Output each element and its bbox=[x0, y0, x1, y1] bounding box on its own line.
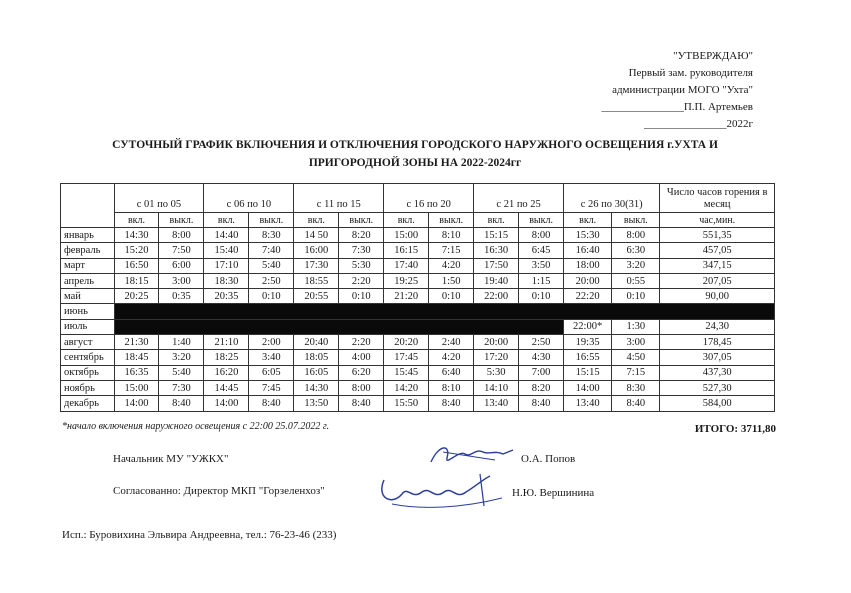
off-time-cell: 7:00 bbox=[519, 365, 564, 380]
hours-cell: 347,15 bbox=[660, 258, 775, 273]
off-time-cell: 7:15 bbox=[429, 243, 474, 258]
off-time-cell: 7:30 bbox=[339, 243, 384, 258]
on-time-cell: 21:10 bbox=[204, 335, 249, 350]
on-time-cell: 13:40 bbox=[564, 396, 612, 411]
off-time-cell: 3:40 bbox=[249, 350, 294, 365]
off-time-cell: 0:10 bbox=[612, 289, 660, 304]
on-time-cell: 20:00 bbox=[474, 335, 519, 350]
off-time-cell: 4:20 bbox=[429, 350, 474, 365]
approval-block bbox=[601, 48, 753, 133]
period-header: с 01 по 05 bbox=[114, 184, 204, 213]
on-time-cell: 14:30 bbox=[294, 380, 339, 395]
off-time-cell: 0:10 bbox=[429, 289, 474, 304]
on-time-cell: 22:00 bbox=[474, 289, 519, 304]
on-time-cell: 16:55 bbox=[564, 350, 612, 365]
off-time-cell: 8:40 bbox=[249, 396, 294, 411]
off-time-cell: 2:00 bbox=[249, 335, 294, 350]
off-time-cell: 2:40 bbox=[429, 335, 474, 350]
off-label: выкл. bbox=[249, 213, 294, 228]
on-time-cell: 13:40 bbox=[474, 396, 519, 411]
on-time-cell: 14:00 bbox=[114, 396, 159, 411]
off-time-cell: 3:20 bbox=[612, 258, 660, 273]
off-time-cell: 4:20 bbox=[429, 258, 474, 273]
month-cell: апрель bbox=[61, 273, 115, 288]
on-time-cell: 17:10 bbox=[204, 258, 249, 273]
off-time-cell: 0:35 bbox=[159, 289, 204, 304]
period-header: с 11 по 15 bbox=[294, 184, 384, 213]
off-time-cell: 6:40 bbox=[429, 365, 474, 380]
off-time-cell: 2:20 bbox=[339, 335, 384, 350]
on-time-cell: 16:35 bbox=[114, 365, 159, 380]
hours-cell: 527,30 bbox=[660, 380, 775, 395]
off-time-cell: 6:45 bbox=[519, 243, 564, 258]
off-time-cell: 3:00 bbox=[159, 273, 204, 288]
off-time-cell: 3:20 bbox=[159, 350, 204, 365]
on-label: вкл. bbox=[294, 213, 339, 228]
off-time-cell: 4:30 bbox=[519, 350, 564, 365]
off-time-cell: 8:10 bbox=[429, 228, 474, 243]
on-time-cell: 13:50 bbox=[294, 396, 339, 411]
off-time-cell: 5:40 bbox=[159, 365, 204, 380]
hours-cell: 437,30 bbox=[660, 365, 775, 380]
table-row bbox=[61, 243, 775, 258]
off-time-cell: 0:10 bbox=[519, 289, 564, 304]
off-time-cell: 8:00 bbox=[612, 228, 660, 243]
off-label: выкл. bbox=[519, 213, 564, 228]
on-time-cell: 15:30 bbox=[564, 228, 612, 243]
on-time-cell: 22:20 bbox=[564, 289, 612, 304]
document-title bbox=[60, 136, 770, 172]
on-time-cell: 14:45 bbox=[204, 380, 249, 395]
off-label: выкл. bbox=[612, 213, 660, 228]
on-time-cell: 22:00* bbox=[564, 319, 612, 334]
period-header: с 26 по 30(31) bbox=[564, 184, 660, 213]
on-time-cell: 20:00 bbox=[564, 273, 612, 288]
off-time-cell: 8:00 bbox=[159, 228, 204, 243]
month-cell: январь bbox=[61, 228, 115, 243]
chief-label: Начальник МУ "УЖКХ" bbox=[113, 453, 229, 465]
hours-cell: 207,05 bbox=[660, 273, 775, 288]
off-time-cell: 8:30 bbox=[249, 228, 294, 243]
off-label: выкл. bbox=[339, 213, 384, 228]
signature-vershinina-icon bbox=[372, 470, 512, 512]
on-time-cell: 15:00 bbox=[114, 380, 159, 395]
hours-cell: 584,00 bbox=[660, 396, 775, 411]
agreed-label: Согласованно: Директор МКП "Горзеленхоз" bbox=[113, 485, 325, 497]
off-time-cell: 2:20 bbox=[339, 273, 384, 288]
on-time-cell: 19:40 bbox=[474, 273, 519, 288]
hours-cell: 457,05 bbox=[660, 243, 775, 258]
month-cell: октябрь bbox=[61, 365, 115, 380]
month-cell: декабрь bbox=[61, 396, 115, 411]
on-time-cell: 17:45 bbox=[384, 350, 429, 365]
on-time-cell: 20:25 bbox=[114, 289, 159, 304]
table-row bbox=[61, 380, 775, 395]
off-time-cell: 7:15 bbox=[612, 365, 660, 380]
on-time-cell: 18:55 bbox=[294, 273, 339, 288]
off-time-cell: 0:10 bbox=[339, 289, 384, 304]
total-hours: ИТОГО: 3711,80 bbox=[694, 423, 776, 435]
hours-cell: 307,05 bbox=[660, 350, 775, 365]
off-label: выкл. bbox=[159, 213, 204, 228]
off-time-cell: 7:30 bbox=[159, 380, 204, 395]
off-time-cell: 1:15 bbox=[519, 273, 564, 288]
on-time-cell: 18:05 bbox=[294, 350, 339, 365]
period-header: с 21 по 25 bbox=[474, 184, 564, 213]
on-time-cell: 14:10 bbox=[474, 380, 519, 395]
on-time-cell: 15:50 bbox=[384, 396, 429, 411]
on-time-cell: 17:40 bbox=[384, 258, 429, 273]
month-cell: июль bbox=[61, 319, 115, 334]
table-row bbox=[61, 365, 775, 380]
off-time-cell: 8:40 bbox=[519, 396, 564, 411]
on-time-cell: 18:00 bbox=[564, 258, 612, 273]
executor-line: Исп.: Буровихина Эльвира Андреевна, тел.: 76-23-46 (233) bbox=[62, 529, 337, 541]
chief-name: О.А. Попов bbox=[521, 453, 576, 465]
on-time-cell: 14:20 bbox=[384, 380, 429, 395]
off-time-cell: 7:45 bbox=[249, 380, 294, 395]
on-time-cell: 18:15 bbox=[114, 273, 159, 288]
off-time-cell: 1:40 bbox=[159, 335, 204, 350]
month-cell: июнь bbox=[61, 304, 115, 319]
on-time-cell: 20:55 bbox=[294, 289, 339, 304]
approval-signatory: _______________П.П. Артемьев bbox=[601, 101, 753, 113]
on-time-cell: 20:35 bbox=[204, 289, 249, 304]
off-time-cell: 2:50 bbox=[249, 273, 294, 288]
off-time-cell: 6:20 bbox=[339, 365, 384, 380]
off-time-cell: 5:40 bbox=[249, 258, 294, 273]
approval-position: Первый зам. руководителя bbox=[628, 67, 753, 79]
off-time-cell: 8:10 bbox=[429, 380, 474, 395]
table-row bbox=[61, 228, 775, 243]
period-header: с 06 по 10 bbox=[204, 184, 294, 213]
on-time-cell: 19:25 bbox=[384, 273, 429, 288]
off-label: выкл. bbox=[429, 213, 474, 228]
on-time-cell: 16:00 bbox=[294, 243, 339, 258]
document-title-line-2: ПРИГОРОДНОЙ ЗОНЫ НА 2022-2024гг bbox=[308, 157, 522, 169]
table-row bbox=[61, 396, 775, 411]
off-time-cell: 7:40 bbox=[249, 243, 294, 258]
on-time-cell: 18:45 bbox=[114, 350, 159, 365]
on-time-cell: 14 50 bbox=[294, 228, 339, 243]
off-time-cell: 1:30 bbox=[612, 319, 660, 334]
off-time-cell: 8:40 bbox=[429, 396, 474, 411]
header-blank bbox=[61, 184, 115, 228]
on-time-cell: 14:00 bbox=[204, 396, 249, 411]
blacked-out-cell bbox=[114, 319, 564, 334]
hours-header: Число часов горения в месяц bbox=[660, 184, 775, 213]
off-time-cell: 8:30 bbox=[612, 380, 660, 395]
on-label: вкл. bbox=[114, 213, 159, 228]
on-time-cell: 15:45 bbox=[384, 365, 429, 380]
off-time-cell: 8:00 bbox=[519, 228, 564, 243]
month-cell: сентябрь bbox=[61, 350, 115, 365]
hours-cell: 24,30 bbox=[660, 319, 775, 334]
on-time-cell: 15:15 bbox=[564, 365, 612, 380]
on-time-cell: 16:20 bbox=[204, 365, 249, 380]
document-title-line-1: СУТОЧНЫЙ ГРАФИК ВКЛЮЧЕНИЯ И ОТКЛЮЧЕНИЯ ГОРОДСКОГО НАРУЖНОГО ОСВЕЩЕНИЯ г.УХТА И bbox=[112, 139, 718, 151]
on-time-cell: 16:30 bbox=[474, 243, 519, 258]
hours-cell: 178,45 bbox=[660, 335, 775, 350]
period-header: с 16 по 20 bbox=[384, 184, 474, 213]
off-time-cell: 3:00 bbox=[612, 335, 660, 350]
off-time-cell: 2:50 bbox=[519, 335, 564, 350]
off-time-cell: 4:00 bbox=[339, 350, 384, 365]
on-time-cell: 17:30 bbox=[294, 258, 339, 273]
on-label: вкл. bbox=[384, 213, 429, 228]
schedule-table bbox=[60, 183, 775, 412]
off-time-cell: 8:40 bbox=[159, 396, 204, 411]
off-time-cell: 0:55 bbox=[612, 273, 660, 288]
month-cell: август bbox=[61, 335, 115, 350]
month-cell: март bbox=[61, 258, 115, 273]
on-time-cell: 21:30 bbox=[114, 335, 159, 350]
on-time-cell: 17:50 bbox=[474, 258, 519, 273]
off-time-cell: 8:00 bbox=[339, 380, 384, 395]
approval-title: "УТВЕРЖДАЮ" bbox=[673, 50, 753, 62]
approval-administration: администрации МОГО "Ухта" bbox=[612, 84, 753, 96]
on-time-cell: 15:15 bbox=[474, 228, 519, 243]
blacked-out-cell bbox=[114, 304, 774, 319]
on-time-cell: 14:40 bbox=[204, 228, 249, 243]
off-time-cell: 4:50 bbox=[612, 350, 660, 365]
signature-popov-icon bbox=[425, 440, 520, 470]
on-time-cell: 14:00 bbox=[564, 380, 612, 395]
table-row bbox=[61, 319, 775, 334]
off-time-cell: 5:30 bbox=[339, 258, 384, 273]
off-time-cell: 8:20 bbox=[339, 228, 384, 243]
on-time-cell: 20:40 bbox=[294, 335, 339, 350]
on-time-cell: 15:40 bbox=[204, 243, 249, 258]
off-time-cell: 3:50 bbox=[519, 258, 564, 273]
month-cell: ноябрь bbox=[61, 380, 115, 395]
off-time-cell: 1:50 bbox=[429, 273, 474, 288]
on-time-cell: 18:25 bbox=[204, 350, 249, 365]
on-time-cell: 15:00 bbox=[384, 228, 429, 243]
off-time-cell: 6:30 bbox=[612, 243, 660, 258]
on-time-cell: 15:20 bbox=[114, 243, 159, 258]
on-time-cell: 19:35 bbox=[564, 335, 612, 350]
hours-unit: час,мин. bbox=[660, 213, 775, 228]
on-label: вкл. bbox=[474, 213, 519, 228]
on-time-cell: 16:15 bbox=[384, 243, 429, 258]
footnote: *начало включения наружного освещения с 22:00 25.07.2022 г. bbox=[62, 421, 330, 432]
on-time-cell: 20:20 bbox=[384, 335, 429, 350]
hours-cell: 90,00 bbox=[660, 289, 775, 304]
on-time-cell: 18:30 bbox=[204, 273, 249, 288]
table-row bbox=[61, 304, 775, 319]
agreed-name: Н.Ю. Вершинина bbox=[512, 487, 595, 499]
on-time-cell: 21:20 bbox=[384, 289, 429, 304]
hours-cell: 551,35 bbox=[660, 228, 775, 243]
off-time-cell: 6:00 bbox=[159, 258, 204, 273]
on-time-cell: 16:40 bbox=[564, 243, 612, 258]
table-row bbox=[61, 273, 775, 288]
on-time-cell: 17:20 bbox=[474, 350, 519, 365]
on-label: вкл. bbox=[204, 213, 249, 228]
on-time-cell: 14:30 bbox=[114, 228, 159, 243]
off-time-cell: 8:20 bbox=[519, 380, 564, 395]
on-time-cell: 16:50 bbox=[114, 258, 159, 273]
off-time-cell: 8:40 bbox=[339, 396, 384, 411]
month-cell: февраль bbox=[61, 243, 115, 258]
approval-date: _______________2022г bbox=[643, 118, 753, 130]
off-time-cell: 7:50 bbox=[159, 243, 204, 258]
off-time-cell: 0:10 bbox=[249, 289, 294, 304]
table-row bbox=[61, 350, 775, 365]
table-row bbox=[61, 335, 775, 350]
table-row bbox=[61, 289, 775, 304]
month-cell: май bbox=[61, 289, 115, 304]
on-time-cell: 16:05 bbox=[294, 365, 339, 380]
off-time-cell: 8:40 bbox=[612, 396, 660, 411]
on-time-cell: 5:30 bbox=[474, 365, 519, 380]
on-label: вкл. bbox=[564, 213, 612, 228]
off-time-cell: 6:05 bbox=[249, 365, 294, 380]
table-row bbox=[61, 258, 775, 273]
